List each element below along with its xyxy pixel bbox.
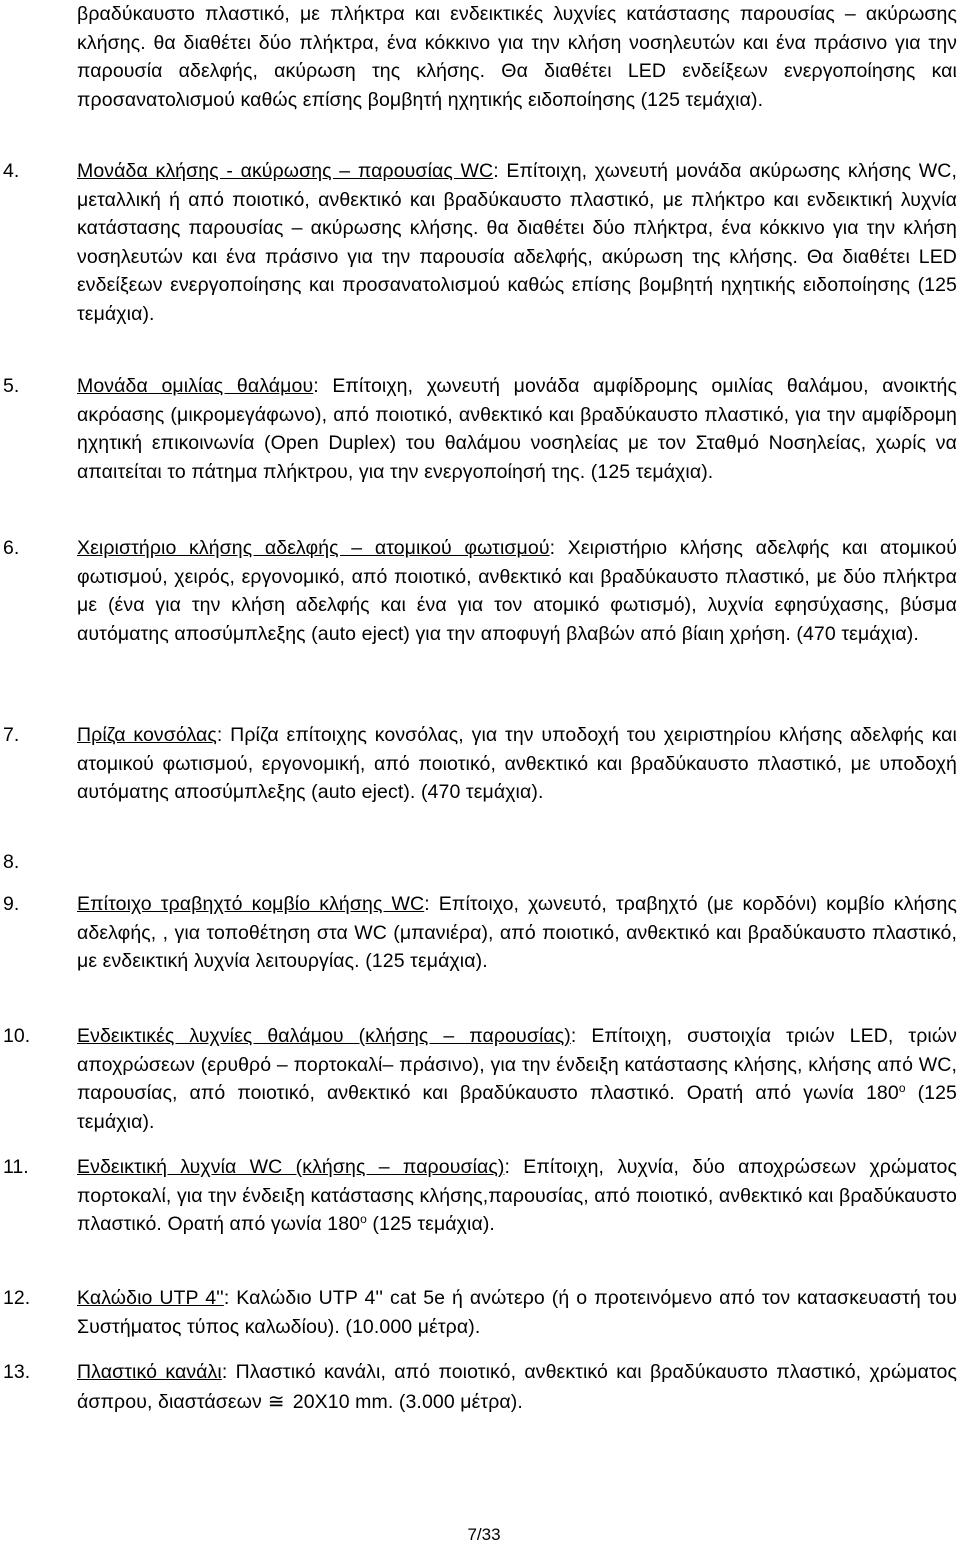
item-tail: (125 τεμάχια). [77,1082,957,1133]
item-title: Επίτοιχο τραβηχτό κομβίο κλήσης WC [77,893,425,915]
item-text: : Χειριστήριο κλήσης αδελφής και ατομικού φωτισμού, χειρός, εργονομικό, από ποιοτικό, ανθεκτικό και βραδύκαυστο πλαστικό, με δύο πλήκτρα με (ένα για την κλήση αδελφής και ένα για τον ατομικό φωτισμό), λυχνία εφησύχασης, βύσμα αυτόματης αποσύμπλεξης (auto eject) για την αποφυγή βλαβών από βίαιη χρήση. (470 τεμάχια). [77,537,957,645]
item-number: 12. [3,1287,31,1309]
item-title: Ενδεικτική λυχνία WC (κλήσης – παρουσίας) [77,1156,505,1178]
item-number: 9. [3,893,20,915]
item-number: 6. [3,537,20,559]
degree-sup: ο [360,1212,367,1227]
item-number: 11. [3,1156,29,1178]
item-text: : Πλαστικό κανάλι, από ποιοτικό, ανθεκτικό και βραδύκαυστο πλαστικό, χρώματος άσπρου, διαστάσεων [77,1361,957,1413]
item-body [77,157,957,329]
item-text: : Επίτοιχη, χωνευτή μονάδα ακύρωσης κλήσης WC, μεταλλική ή από ποιοτικό, ανθεκτικό και βραδύκαυστο πλαστικό, με πλήκτρο και ενδεικτική λυχνία κατάστασης παρουσίας – ακύρωσης κλήσης. θα διαθέτει δύο πλήκτρα, ένα κόκκινο για την κλήση νοσηλευτών και ένα πράσινο για την παρουσία αδελφής, ακύρωση της κλήσης. Θα διαθέτει LED ενδείξεων ενεργοποίησης και προσανατολισμού καθώς επίσης βομβητή ηχητικής ειδοποίησης (125 τεμάχια). [77,160,957,325]
item-number: 8. [3,851,20,873]
approx-equal-icon: ≅ [267,1388,285,1413]
item-number: 13. [3,1361,31,1383]
item-title: Καλώδιο UTP 4'' [77,1287,224,1309]
item-text: : Επίτοιχη, λυχνία, δύο αποχρώσεων χρώματος πορτοκαλί, για την ένδειξη κατάστασης κλήσης,παρουσίας, από ποιοτικό, ανθεκτικό και βραδύκαυστο πλαστικό. Ορατή από γωνία 180 [77,1156,957,1236]
item-title: Μονάδα ομιλίας θαλάμου [77,375,314,397]
item-body [77,1284,957,1341]
item-title: Ενδεικτικές λυχνίες θαλάμου (κλήσης – παρουσίας) [77,1025,571,1047]
item-body [77,1358,957,1416]
item-body [77,372,957,486]
item-number: 5. [3,375,20,397]
item-text: : Πρίζα επίτοιχης κονσόλας, για την υποδοχή του χειριστηρίου κλήσης αδελφής και ατομικού φωτισμού, εργονομική, από ποιοτικό, ανθεκτικό και βραδύκαυστο πλαστικό, με υποδοχή αυτόματης αποσύμπλεξης (auto eject). (470 τεμάχια). [77,724,957,804]
page-number [0,1525,960,1545]
page-number-text: 7/33 [467,1525,501,1544]
item-text: : Καλώδιο UTP 4'' cat 5e ή ανώτερο (ή ο προτεινόμενο από τον κατασκευαστή του Συστήματος τύπος καλωδίου). (10.000 μέτρα). [77,1287,958,1338]
item-tail: 20X10 mm. (3.000 μέτρα). [292,1390,523,1413]
item-title: Πρίζα κονσόλας [77,724,217,746]
item-body [77,534,957,648]
item-title: Χειριστήριο κλήσης αδελφής – ατομικού φωτισμού [77,537,550,559]
item-body [77,721,957,807]
item-body [77,890,957,976]
item-text: : Επίτοιχο, χωνευτό, τραβηχτό (με κορδόνι) κομβίο κλήσης αδελφής, , για τοποθέτηση στα WC (μπανιέρα), από ποιοτικό, ανθεκτικό και βραδύκαυστο πλαστικό, με ενδεικτική λυχνία λειτουργίας. (125 τεμάχια). [77,893,957,973]
item-body [77,1022,957,1136]
item-number: 7. [3,724,20,746]
item-text: : Επίτοιχη, συστοιχία τριών LED, τριών αποχρώσεων (ερυθρό – πορτοκαλί– πράσινο), για την ένδειξη κατάστασης κλήσης, κλήσης από WC, παρουσίας, από ποιοτικό, ανθεκτικό και βραδύκαυστο πλαστικό. Ορατή από γωνία 180 [77,1025,957,1105]
item-number: 4. [3,160,20,182]
item-body [77,1153,957,1239]
continuation-paragraph: βραδύκαυστο πλαστικό, με πλήκτρα και ενδεικτικές λυχνίες κατάστασης παρουσίας – ακύρωσης κλήσης. θα διαθέτει δύο πλήκτρα, ένα κόκκινο για την κλήση νοσηλευτών και ένα πράσινο για την παρουσία αδελφής, ακύρωση της κλήσης. Θα διαθέτει LED ενδείξεων ενεργοποίησης και προσανατολισμού καθώς επίσης βομβητή ηχητικής ειδοποίησης (125 τεμάχια). [77,3,957,111]
item-title: Πλαστικό κανάλι [77,1361,222,1383]
item-tail: (125 τεμάχια). [366,1213,495,1236]
item-title: Μονάδα κλήσης - ακύρωσης – παρουσίας WC [77,160,494,182]
item-number: 10. [3,1025,31,1047]
item-text: : Επίτοιχη, χωνευτή μονάδα αμφίδρομης ομιλίας θαλάμου, ανοικτής ακρόασης (μικρομεγάφωνο), από ποιοτικό, ανθεκτικό και βραδύκαυστο πλαστικό, για την αμφίδρομη ηχητική επικοινωνία (Open Duplex) του θαλάμου νοσηλείας με τον Σταθμό Νοσηλείας, χωρίς να απαιτείται το πάτημα πλήκτρου, για την ενεργοποίησή της. (125 τεμάχια). [77,375,957,483]
degree-sup: ο [898,1081,906,1096]
